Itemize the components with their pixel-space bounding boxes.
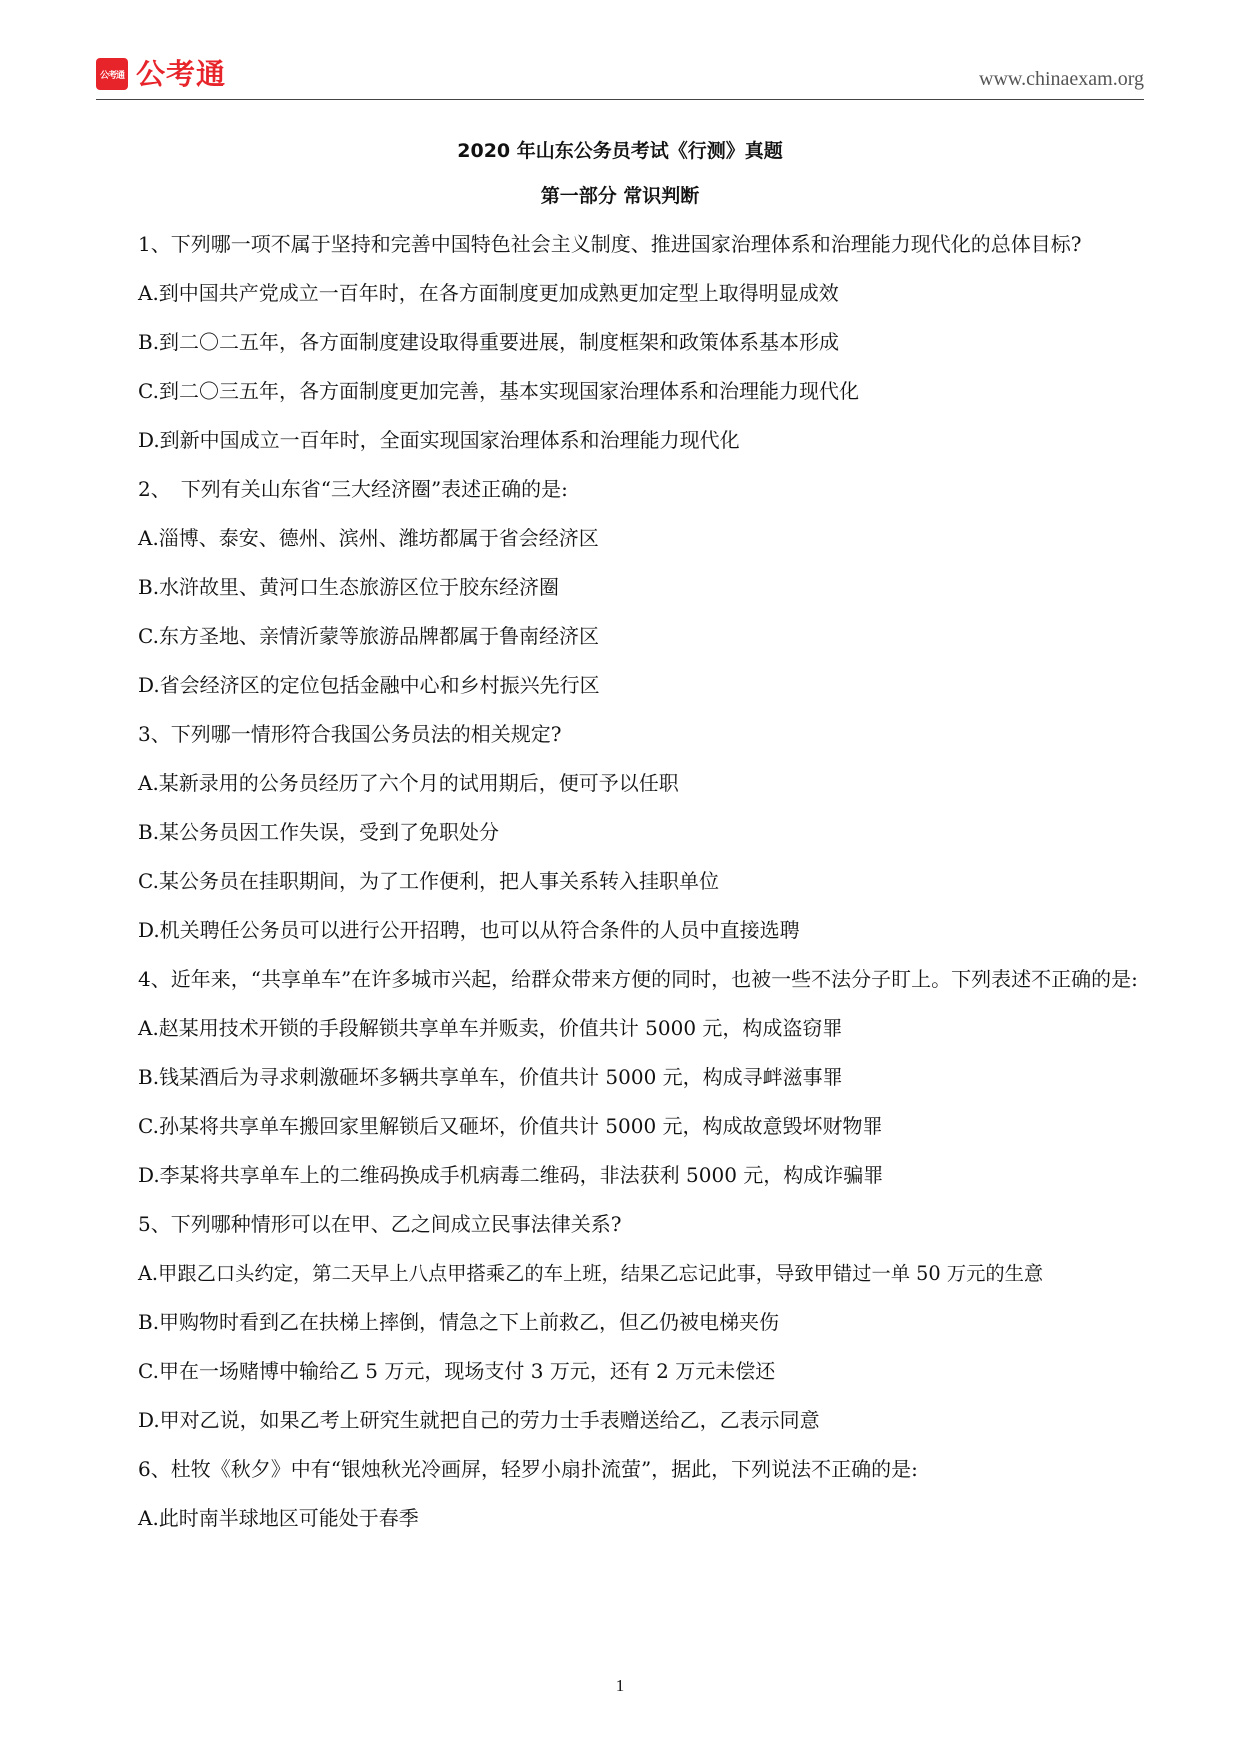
document-body — [96, 130, 1144, 1543]
question-1 — [96, 220, 1144, 465]
page-header — [96, 54, 1144, 100]
page-number: 1 — [615, 1676, 625, 1695]
question-text: 1、下列哪一项不属于坚持和完善中国特色社会主义制度、推进国家治理体系和治理能力现代化的总体目标? — [138, 232, 1082, 256]
option-d: D.甲对乙说，如果乙考上研究生就把自己的劳力士手表赠送给乙，乙表示同意 — [138, 1408, 820, 1432]
header-divider — [96, 99, 1144, 100]
site-url[interactable]: www.chinaexam.org — [979, 68, 1144, 90]
question-text: 3、下列哪一情形符合我国公务员法的相关规定? — [138, 722, 562, 746]
option-a: A.此时南半球地区可能处于春季 — [138, 1506, 419, 1530]
option-b: B.甲购物时看到乙在扶梯上摔倒，情急之下上前救乙，但乙仍被电梯夹伤 — [138, 1310, 780, 1334]
question-5 — [96, 1200, 1144, 1445]
question-3 — [96, 710, 1144, 955]
question-4 — [96, 955, 1144, 1200]
question-text: 6、杜牧《秋夕》中有“银烛秋光冷画屏，轻罗小扇扑流萤”，据此，下列说法不正确的是: — [138, 1457, 918, 1481]
option-d: D.省会经济区的定位包括金融中心和乡村振兴先行区 — [138, 673, 600, 697]
option-b: B.到二〇二五年，各方面制度建设取得重要进展，制度框架和政策体系基本形成 — [138, 330, 840, 354]
option-c: C.到二〇三五年，各方面制度更加完善，基本实现国家治理体系和治理能力现代化 — [138, 379, 859, 403]
option-b: B.钱某酒后为寻求刺激砸坏多辆共享单车，价值共计 5000 元，构成寻衅滋事罪 — [138, 1065, 843, 1089]
question-2 — [96, 465, 1144, 710]
question-6 — [96, 1445, 1144, 1543]
option-a: A.淄博、泰安、德州、滨州、潍坊都属于省会经济区 — [138, 526, 599, 550]
question-text: 5、下列哪种情形可以在甲、乙之间成立民事法律关系? — [138, 1212, 622, 1236]
logo-icon: 公考通 — [96, 58, 128, 90]
option-b: B.某公务员因工作失误，受到了免职处分 — [138, 820, 500, 844]
option-c: C.某公务员在挂职期间，为了工作便利，把人事关系转入挂职单位 — [138, 869, 719, 893]
option-a: A.赵某用技术开锁的手段解锁共享单车并贩卖，价值共计 5000 元，构成盗窃罪 — [138, 1016, 843, 1040]
question-text: 4、近年来，“共享单车”在许多城市兴起，给群众带来方便的同时，也被一些不法分子盯上。下列表述不正确的是: — [138, 967, 1138, 991]
question-text: 2、 下列有关山东省“三大经济圈”表述正确的是: — [138, 477, 568, 501]
option-d: D.到新中国成立一百年时，全面实现国家治理体系和治理能力现代化 — [138, 428, 740, 452]
option-d: D.机关聘任公务员可以进行公开招聘，也可以从符合条件的人员中直接选聘 — [138, 918, 800, 942]
option-a: A.某新录用的公务员经历了六个月的试用期后，便可予以任职 — [138, 771, 679, 795]
option-c: C.甲在一场赌博中输给乙 5 万元，现场支付 3 万元，还有 2 万元未偿还 — [138, 1359, 776, 1383]
option-b: B.水浒故里、黄河口生态旅游区位于胶东经济圈 — [138, 575, 560, 599]
section-title: 第一部分 常识判断 — [540, 185, 700, 207]
document-title: 2020 年山东公务员考试《行测》真题 — [457, 140, 783, 162]
option-d: D.李某将共享单车上的二维码换成手机病毒二维码，非法获利 5000 元，构成诈骗罪 — [138, 1163, 884, 1187]
option-a: A.到中国共产党成立一百年时，在各方面制度更加成熟更加定型上取得明显成效 — [138, 281, 839, 305]
option-c: C.孙某将共享单车搬回家里解锁后又砸坏，价值共计 5000 元，构成故意毁坏财物罪 — [138, 1114, 883, 1138]
option-a: A.甲跟乙口头约定，第二天早上八点甲搭乘乙的车上班，结果乙忘记此事，导致甲错过一单 50 万元的生意 — [138, 1262, 1044, 1285]
logo-text: 公考通 — [136, 57, 227, 91]
option-c: C.东方圣地、亲情沂蒙等旅游品牌都属于鲁南经济区 — [138, 624, 599, 648]
